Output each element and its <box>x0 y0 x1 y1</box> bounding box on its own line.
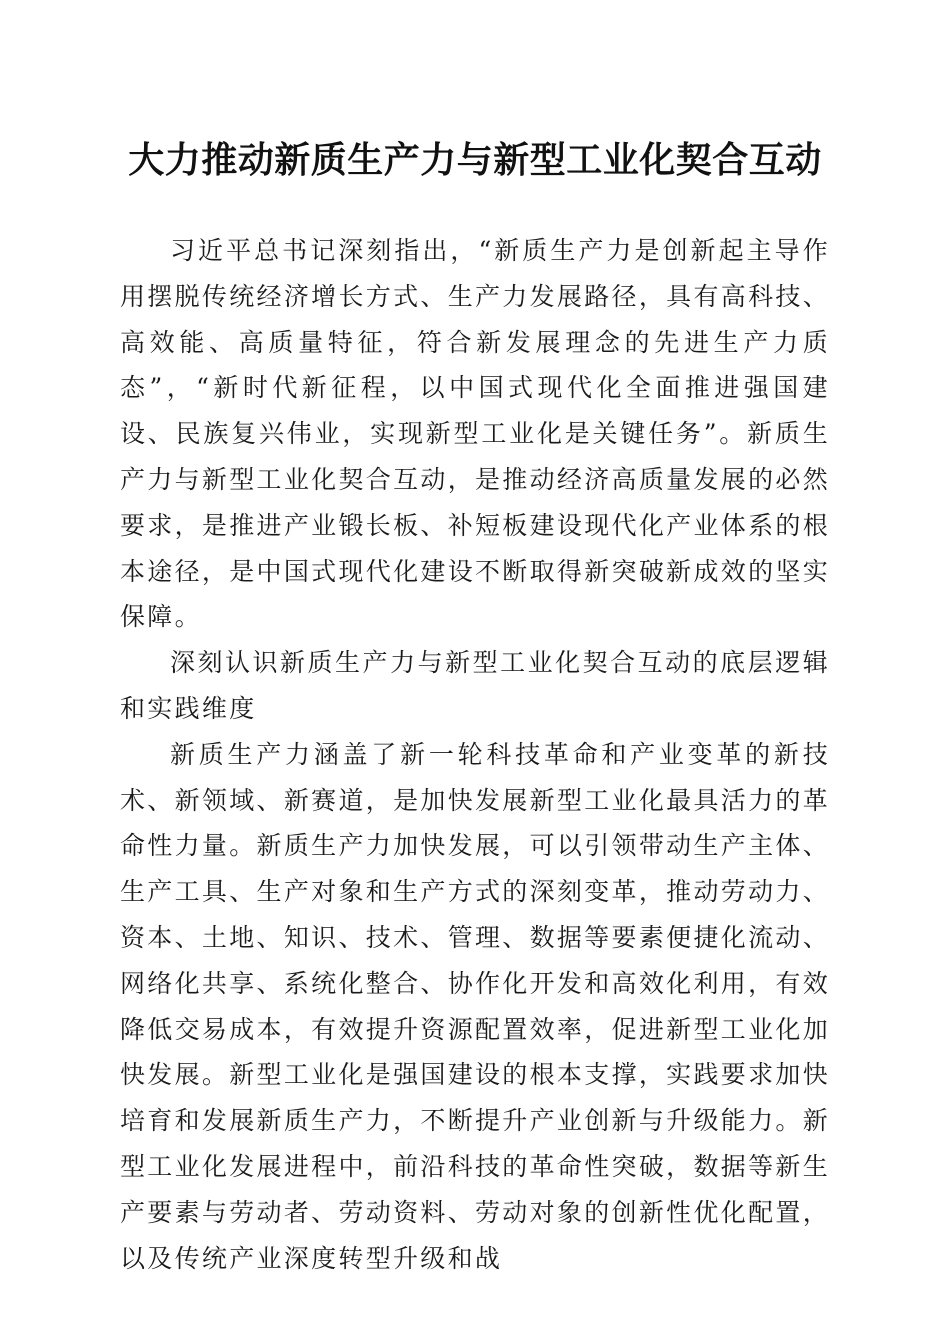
paragraph-intro: 习近平总书记深刻指出，“新质生产力是创新起主导作用摆脱传统经济增长方式、生产力发展路径，具有高科技、高效能、高质量特征，符合新发展理念的先进生产力质态”，“新时代新征程，以中国式现代化全面推进强国建设、民族复兴伟业，实现新型工业化是关键任务”。新质生产力与新型工业化契合互动，是推动经济高质量发展的必然要求，是推进产业锻长板、补短板建设现代化产业体系的根本途径，是中国式现代化建设不断取得新突破新成效的坚实保障。 <box>120 236 830 632</box>
section-heading: 深刻认识新质生产力与新型工业化契合互动的底层逻辑和实践维度 <box>120 648 830 723</box>
document-body <box>120 228 830 1281</box>
document-title: 大力推动新质生产力与新型工业化契合互动 <box>128 139 822 181</box>
paragraph-body: 新质生产力涵盖了新一轮科技革命和产业变革的新技术、新领域、新赛道，是加快发展新型工业化最具活力的革命性力量。新质生产力加快发展，可以引领带动生产主体、生产工具、生产对象和生产方式的深刻变革，推动劳动力、资本、土地、知识、技术、管理、数据等要素便捷化流动、网络化共享、系统化整合、协作化开发和高效化利用，有效降低交易成本，有效提升资源配置效率，促进新型工业化加快发展。新型工业化是强国建设的根本支撑，实践要求加快培育和发展新质生产力，不断提升产业创新与升级能力。新型工业化发展进程中，前沿科技的革命性突破，数据等新生产要素与劳动者、劳动资料、劳动对象的创新性优化配置，以及传统产业深度转型升级和战 <box>120 739 830 1273</box>
